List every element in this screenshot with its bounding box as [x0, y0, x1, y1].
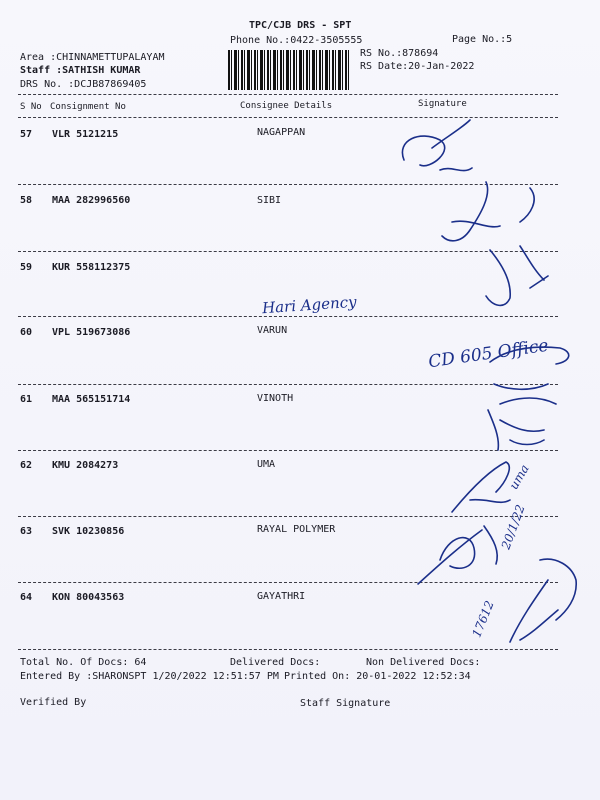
delivered-docs: Delivered Docs:: [230, 657, 321, 668]
handwritten-date: 20/1/22: [498, 502, 528, 552]
printed-on: Printed On: 20-01-2022 12:52:34: [284, 671, 471, 682]
row-sno: 58: [20, 195, 33, 206]
column-consignment: Consignment No: [50, 102, 126, 112]
row-consignment: KON 80043563: [52, 592, 125, 603]
handwritten-agency: Hari Agency: [261, 292, 358, 318]
row-consignee: GAYATHRI: [257, 591, 306, 602]
signature-stroke: [486, 246, 548, 305]
handwritten-uma: uma: [506, 462, 532, 492]
row-consignee: VINOTH: [257, 393, 294, 404]
column-sno: S No: [20, 102, 42, 112]
total-docs: Total No. Of Docs: 64: [20, 657, 147, 668]
row-consignment: MAA 565151714: [52, 394, 131, 405]
row-consignment: VPL 519673086: [52, 327, 131, 338]
signature-stroke: [488, 410, 544, 450]
row-sno: 57: [20, 129, 33, 140]
signature-stroke: [402, 120, 472, 171]
page-number: Page No.:5: [452, 34, 513, 45]
staff-label: Staff :SATHISH KUMAR: [20, 65, 141, 76]
signature-stroke: [418, 526, 497, 584]
signature-stroke: [442, 182, 534, 241]
row-sno: 62: [20, 460, 33, 471]
row-sno: 63: [20, 526, 33, 537]
row-consignee: VARUN: [257, 325, 288, 336]
row-sno: 60: [20, 327, 33, 338]
signature-stroke: [490, 347, 569, 404]
non-delivered-docs: Non Delivered Docs:: [366, 657, 481, 668]
row-consignee: NAGAPPAN: [257, 127, 306, 138]
signature-stroke: [510, 559, 576, 642]
phone-number: Phone No.:0422-3505555: [230, 35, 363, 46]
row-consignment: VLR 5121215: [52, 129, 119, 140]
handwritten-number: 17612: [469, 598, 497, 640]
row-consignment: SVK 10230856: [52, 526, 125, 537]
document-title: TPC/CJB DRS - SPT: [249, 20, 352, 31]
row-sno: 59: [20, 262, 33, 273]
signature-stroke: [452, 462, 510, 512]
entered-by: Entered By :SHARONSPT 1/20/2022 12:51:57 PM: [20, 671, 279, 682]
row-consignee: UMA: [257, 459, 276, 470]
column-signature: Signature: [418, 99, 467, 109]
row-consignee: RAYAL POLYMER: [257, 524, 336, 535]
area-label: Area :CHINNAMETTUPALAYAM: [20, 52, 165, 63]
row-sno: 61: [20, 394, 33, 405]
rs-date: RS Date:20-Jan-2022: [360, 61, 475, 72]
staff-signature-label: Staff Signature: [300, 698, 391, 709]
row-sno: 64: [20, 592, 33, 603]
row-consignee: SIBI: [257, 195, 282, 206]
drs-number: DRS No. :DCJB87869405: [20, 79, 147, 90]
row-consignment: KUR 558112375: [52, 262, 131, 273]
rs-number: RS No.:878694: [360, 48, 439, 59]
row-consignment: KMU 2084273: [52, 460, 119, 471]
row-consignment: MAA 282996560: [52, 195, 131, 206]
verified-by: Verified By: [20, 697, 87, 708]
handwritten-cd-office: CD 605 Office: [427, 335, 550, 373]
column-consignee: Consignee Details: [240, 101, 333, 111]
